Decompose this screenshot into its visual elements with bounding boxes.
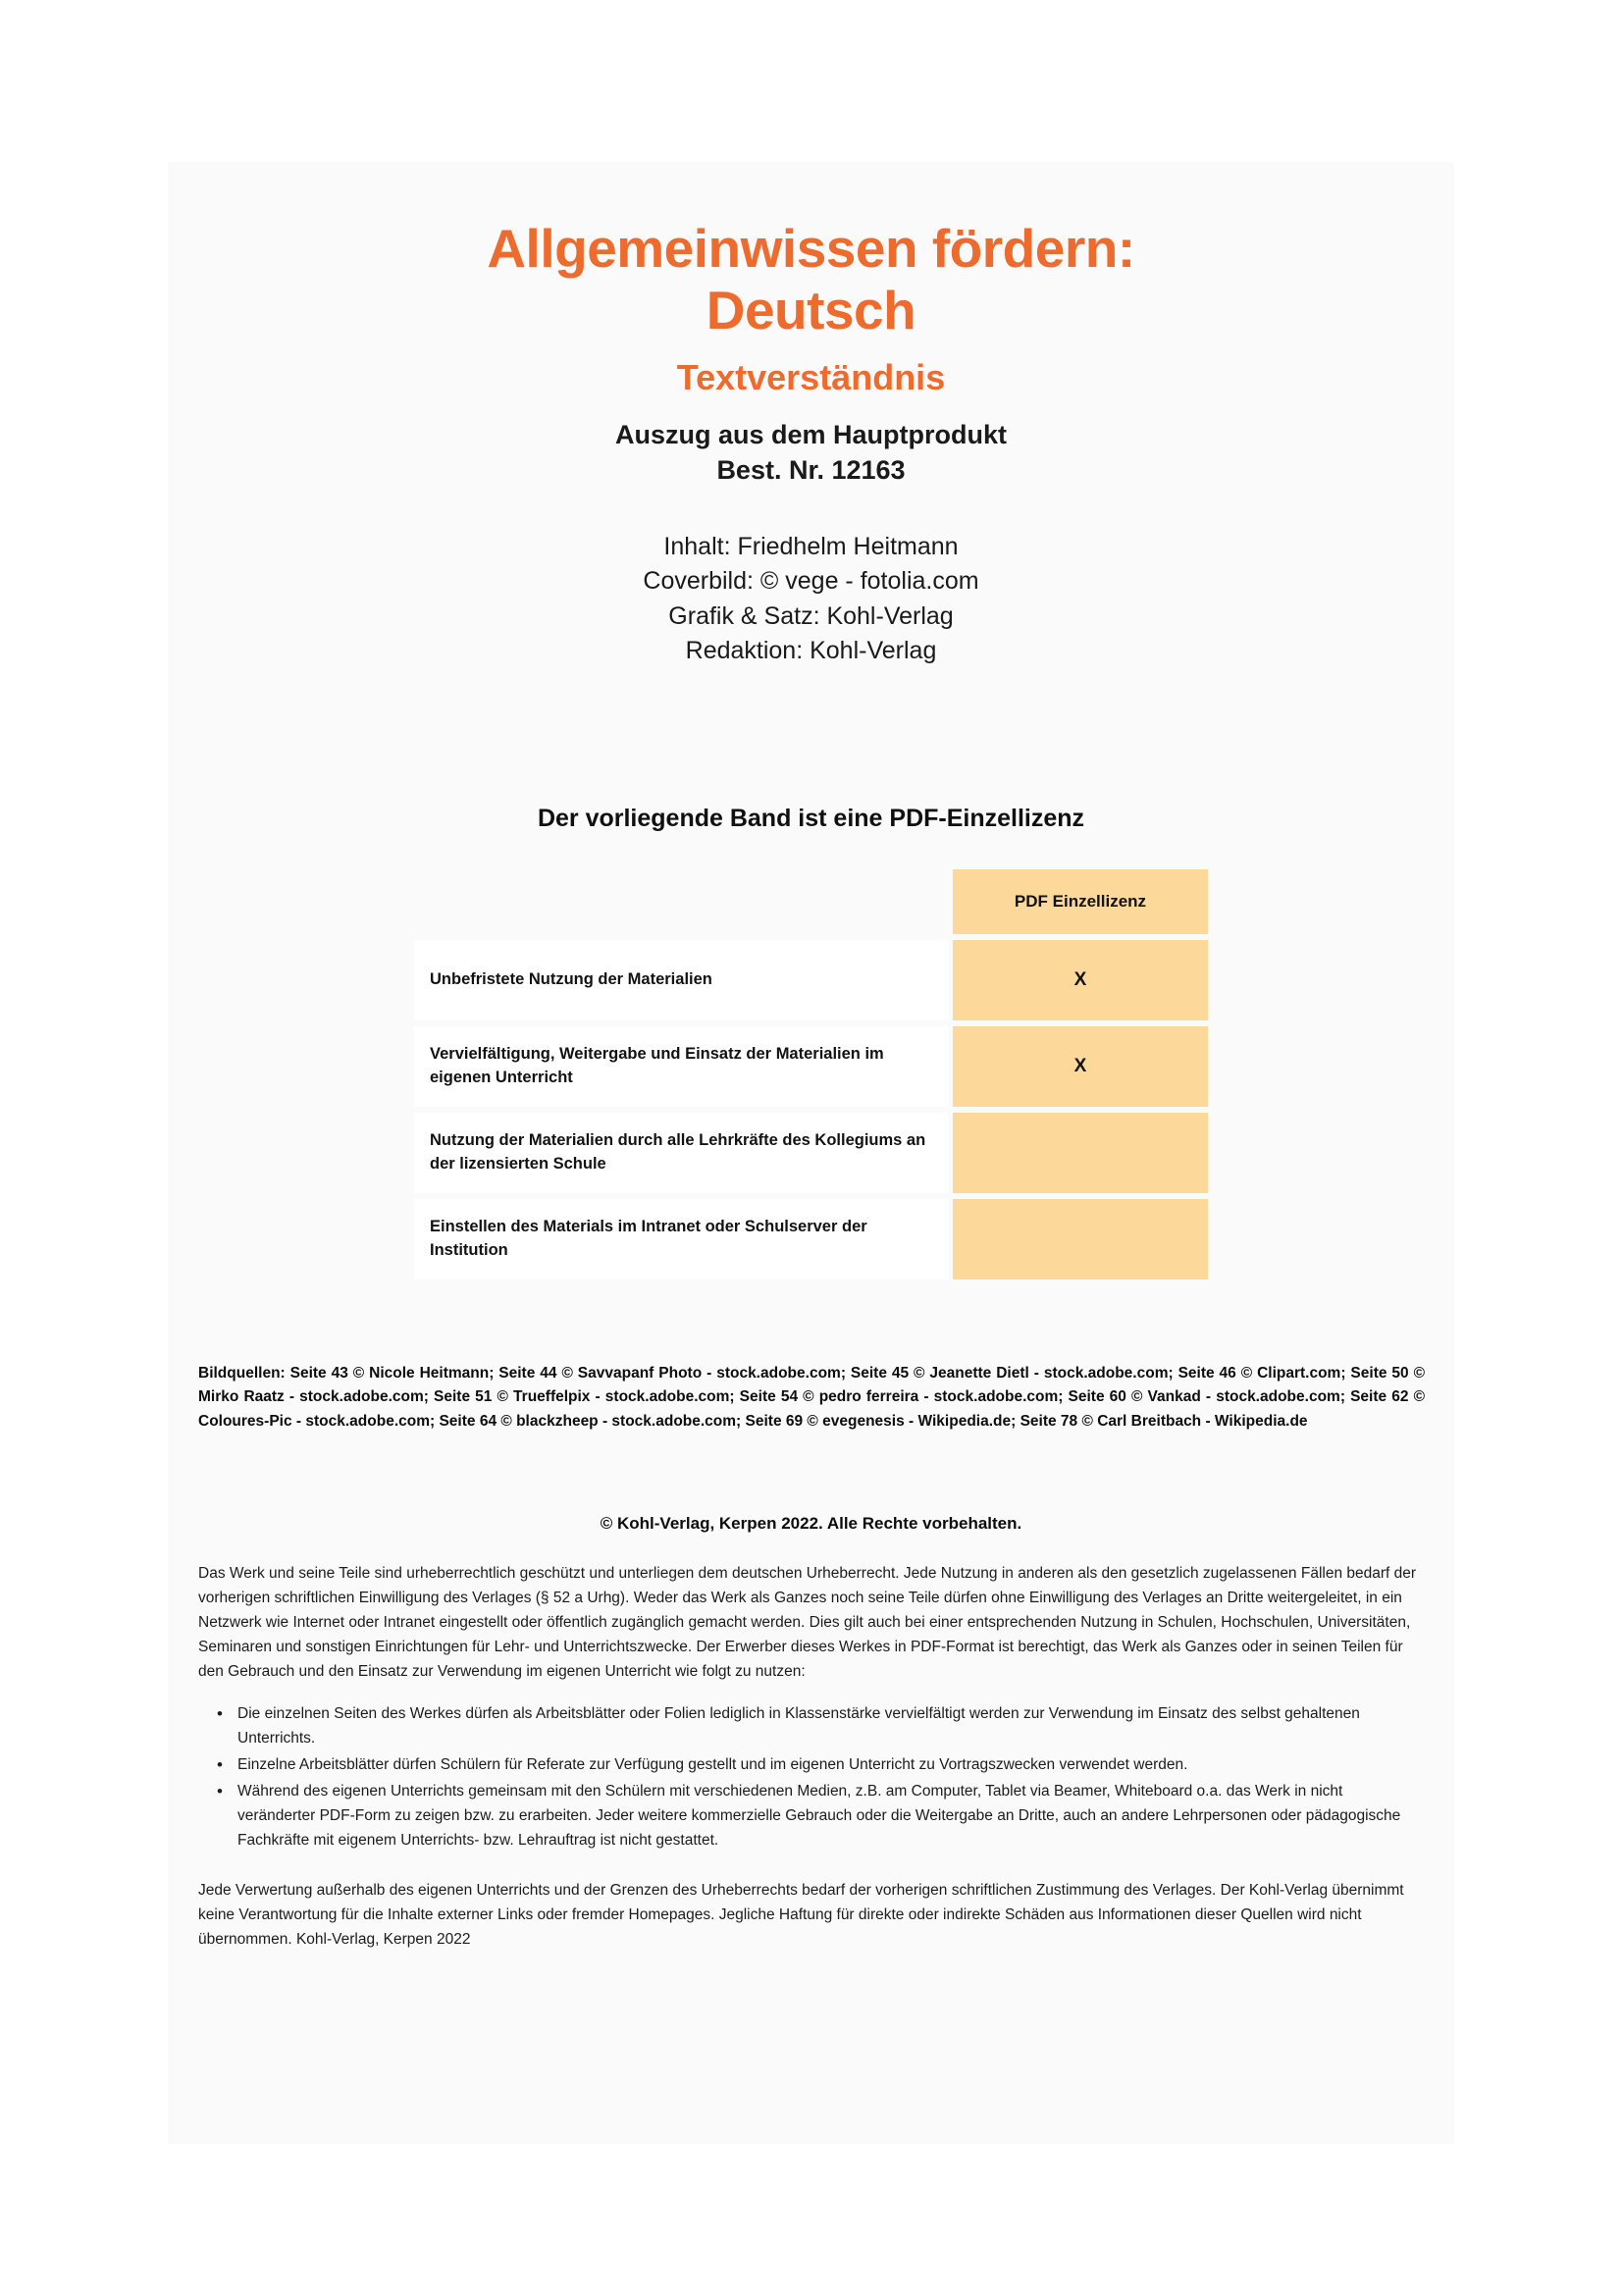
license-row-1-value: X	[953, 940, 1208, 1020]
credit-content: Inhalt: Friedhelm Heitmann	[663, 532, 959, 560]
license-row-1-label: Unbefristete Nutzung der Materialien	[414, 940, 949, 1020]
document-page	[168, 162, 1454, 2144]
table-header-value-cell	[953, 869, 1208, 934]
table-row	[414, 940, 1208, 1020]
license-row-2-value: X	[953, 1026, 1208, 1107]
credit-editing: Redaktion: Kohl-Verlag	[685, 637, 937, 665]
table-header-label-blank	[414, 869, 949, 934]
list-item: • Die einzelnen Seiten des Werkes dürfen als Arbeitsblätter oder Folien lediglich in Klassenstärke vervielfältigt werden zur Verwendung im Einsatz des selbst gehaltenen Unterrichts.	[235, 1701, 1424, 1750]
credit-coverimage: Coverbild: © vege - fotolia.com	[643, 567, 979, 596]
order-number: Best. Nr. 12163	[716, 455, 906, 486]
license-row-3-label-cell	[414, 1113, 949, 1193]
license-row-4-value-cell	[953, 1199, 1208, 1279]
license-column-header: PDF Einzellizenz	[953, 869, 1208, 934]
image-sources-text: Bildquellen: Seite 43 © Nicole Heitmann; Seite 44 © Savvapanf Photo - stock.adobe.com; Seite 45 © Jeanette Dietl - stock.adobe.com; Seite 46 © Clipart.com; Seite 50 © Mirko Raatz - stock.adobe.com; Seite 51 © Trueffelpix - stock.adobe.com; Seite 54 © pedro ferreira - stock.adobe.com; Seite 60 © Vankad - stock.adobe.com; Seite 62 © Coloures-Pic - stock.adobe.com; Seite 64 © blackzheep - stock.adobe.com; Seite 69 © evegenesis - Wikipedia.de; Seite 78 © Carl Breitbach - Wikipedia.de	[198, 1364, 1425, 1430]
table-row	[414, 1113, 1208, 1193]
credit-layout: Grafik & Satz: Kohl-Verlag	[668, 601, 954, 630]
license-row-1-label-cell	[414, 940, 949, 1020]
title-block	[183, 162, 1439, 489]
title-line-1: Allgemeinwissen fördern:	[487, 218, 1135, 279]
excerpt-note: Auszug aus dem Hauptprodukt	[614, 419, 1007, 449]
table-row	[414, 1026, 1208, 1107]
license-row-2-label-cell	[414, 1026, 949, 1107]
license-row-3-value-cell	[953, 1113, 1208, 1193]
legal-closing-paragraph: Jede Verwertung außerhalb des eigenen Unterrichts und der Grenzen des Urheberrechts bedarf der vorherigen schriftlichen Zustimmung des Verlages. Der Kohl-Verlag übernimmt keine Verantwortung für die Inhalte externer Links oder fremder Homepages. Jegliche Haftung für direkte oder indirekte Schäden aus Informationen dieser Quellen wird nicht übernommen. Kohl-Verlag, Kerpen 2022	[198, 1882, 1404, 1949]
list-item: • Einzelne Arbeitsblätter dürfen Schülern für Referate zur Verfügung gestellt und im eigenen Unterricht zu Vortragszwecken verwendet werden.	[235, 1752, 1424, 1777]
license-row-2-label: Vervielfältigung, Weitergabe und Einsatz der Materialien im eigenen Unterricht	[414, 1026, 949, 1107]
title-line-2: Deutsch	[706, 280, 916, 341]
copyright-notice: © Kohl-Verlag, Kerpen 2022. Alle Rechte vorbehalten.	[600, 1514, 1022, 1534]
credits-block	[183, 530, 1439, 669]
page-title	[183, 218, 1439, 342]
legal-bullet-list	[198, 1701, 1424, 1853]
table-header-row	[414, 869, 1208, 934]
document-product-info	[183, 417, 1439, 489]
table-row	[414, 1199, 1208, 1279]
license-row-3-label: Nutzung der Materialien durch alle Lehrkräfte des Kollegiums an der lizensierten Schule	[414, 1113, 949, 1193]
license-row-4-value	[953, 1199, 1208, 1279]
license-heading: Der vorliegende Band ist eine PDF-Einzellizenz	[537, 804, 1085, 832]
page-content	[168, 162, 1454, 2144]
table-header-label-cell	[414, 869, 949, 934]
license-row-1-value-cell	[953, 940, 1208, 1020]
license-table	[410, 863, 1212, 1285]
list-item: • Während des eigenen Unterrichts gemeinsam mit den Schülern mit verschiedenen Medien, z.B. am Computer, Tablet via Beamer, Whiteboard o.a. das Werk in nicht veränderter PDF-Form zu zeigen bzw. zu erarbeiten. Jeder weitere kommerzielle Gebrauch oder die Weitergabe an Dritte, auch an andere Lehrpersonen oder pädagogische Fachkräfte mit eigenem Unterrichts- bzw. Lehrauftrag ist nicht gestattet.	[235, 1779, 1424, 1852]
license-row-4-label-cell	[414, 1199, 949, 1279]
legal-text-block	[198, 1561, 1424, 1953]
document-subtitle: Textverständnis	[676, 356, 946, 397]
license-row-2-value-cell	[953, 1026, 1208, 1107]
license-row-3-value	[953, 1113, 1208, 1193]
license-row-4-label: Einstellen des Materials im Intranet oder Schulserver der Institution	[414, 1199, 949, 1279]
legal-intro-paragraph: Das Werk und seine Teile sind urheberrechtlich geschützt und unterliegen dem deutschen Urheberrecht. Jede Nutzung in anderen als den gesetzlich zugelassenen Fällen bedarf der vorherigen schriftlichen Einwilligung des Verlages (§ 52 a Urhg). Weder das Werk als Ganzes noch seine Teile dürfen ohne Einwilligung des Verlages an Dritte weitergeleitet, in ein Netzwerk wie Internet oder Intranet eingestellt oder öffentlich zugänglich gemacht werden. Dies gilt auch bei einer entsprechenden Nutzung in Schulen, Hochschulen, Universitäten, Seminaren und sonstigen Einrichtungen für Lehr- und Unterrichtszwecke. Der Erwerber dieses Werkes in PDF-Format ist berechtigt, das Werk als Ganzes oder in seinen Teilen für den Gebrauch und den Einsatz zur Verwendung im eigenen Unterricht wie folgt zu nutzen:	[198, 1565, 1417, 1681]
